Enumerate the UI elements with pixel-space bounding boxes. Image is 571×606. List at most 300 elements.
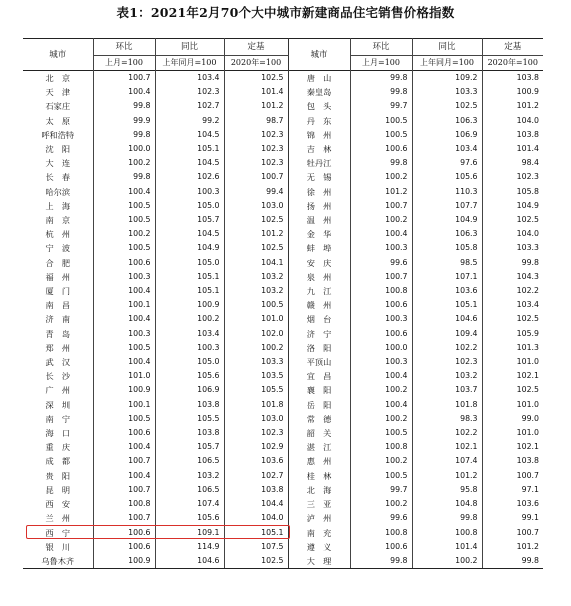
base-value: 104.4 [224,497,288,511]
mom-value: 100.6 [93,426,155,440]
city-name: 常 德 [288,412,350,426]
base-value: 105.5 [224,383,288,397]
mom-value: 100.5 [93,199,155,213]
mom-value: 100.2 [93,156,155,170]
base-value: 102.5 [224,213,288,227]
mom-value: 100.2 [350,412,412,426]
yoy-value: 106.5 [155,454,224,468]
base-subheader: 2020年=100 [487,58,538,67]
city-name: 宜 昌 [288,369,350,383]
yoy-subheader: 上年同月=100 [155,56,224,71]
base-value: 100.7 [224,170,288,184]
city-name: 沈 阳 [23,142,93,156]
yoy-value: 105.6 [412,170,482,184]
city-name: 蚌 埠 [288,241,350,255]
city-name: 秦皇岛 [288,85,350,99]
yoy-subheader: 上年同月=100 [412,56,482,71]
city-name: 呼和浩特 [23,128,93,142]
yoy-value: 107.4 [412,454,482,468]
city-name: 南 昌 [23,298,93,312]
mom-value: 101.2 [350,185,412,199]
yoy-value: 110.3 [412,185,482,199]
yoy-value: 100.2 [412,554,482,569]
mom-value: 100.6 [350,327,412,341]
base-value: 100.7 [516,470,539,480]
table-row [23,85,543,99]
city-name: 银 川 [23,540,93,554]
yoy-value: 105.0 [155,199,224,213]
mom-value: 100.6 [350,142,412,156]
yoy-value: 105.1 [412,298,482,312]
yoy-value: 105.7 [155,440,224,454]
base-value: 104.9 [516,200,539,210]
mom-value: 100.5 [93,241,155,255]
yoy-value: 105.5 [155,412,224,426]
base-value: 98.7 [224,114,288,128]
table-row [23,199,543,213]
mom-value: 100.3 [350,312,412,326]
city-name: 杭 州 [23,227,93,241]
base-value: 103.8 [224,483,288,497]
mom-value: 100.7 [93,483,155,497]
base-value: 102.5 [516,385,539,395]
table-row [23,71,543,86]
city-name: 成 都 [23,454,93,468]
base-value: 102.2 [516,286,539,296]
base-value: 103.8 [516,73,539,82]
mom-value: 100.1 [93,398,155,412]
table-row [23,497,543,511]
base-value: 107.5 [224,540,288,554]
mom-value: 100.2 [350,170,412,184]
city-name: 南 充 [288,526,350,540]
base-value: 102.5 [516,215,539,225]
base-value: 102.0 [224,327,288,341]
city-name: 烟 台 [288,312,350,326]
mom-value: 99.9 [93,114,155,128]
base-column-header: 定基 [224,39,288,56]
mom-value: 100.4 [350,398,412,412]
base-value: 103.6 [224,454,288,468]
table-row [23,454,543,468]
mom-value: 100.2 [350,213,412,227]
yoy-value: 107.1 [412,270,482,284]
yoy-column-header: 同比 [155,39,224,56]
base-value: 103.3 [224,355,288,369]
city-name: 合 肥 [23,256,93,270]
yoy-value: 99.8 [412,511,482,525]
base-value: 103.5 [224,369,288,383]
city-name: 大 理 [288,554,350,569]
base-value: 101.2 [224,99,288,113]
table-row [23,341,543,355]
table-row [23,156,543,170]
city-name: 重 庆 [23,440,93,454]
mom-value: 100.7 [93,71,155,86]
base-value: 102.3 [224,156,288,170]
mom-value: 100.7 [93,454,155,468]
city-name: 兰 州 [23,511,93,525]
yoy-value: 105.1 [155,284,224,298]
yoy-value: 106.3 [412,114,482,128]
city-name: 岳 阳 [288,398,350,412]
yoy-value: 98.5 [412,256,482,270]
city-name: 西 宁 [23,526,93,540]
yoy-value: 103.3 [412,85,482,99]
highlight-box [26,525,290,539]
yoy-value: 99.2 [155,114,224,128]
mom-value: 99.8 [93,170,155,184]
base-value: 101.3 [516,342,539,352]
table-row [23,511,543,525]
mom-value: 100.8 [350,526,412,540]
base-value: 103.2 [224,284,288,298]
base-value: 99.8 [521,257,539,267]
mom-value: 100.4 [93,185,155,199]
table-row [23,128,543,142]
base-value: 99.0 [521,413,539,423]
base-value: 101.2 [516,541,539,551]
mom-value: 99.8 [93,128,155,142]
mom-value: 100.4 [350,369,412,383]
base-value: 103.8 [516,129,539,139]
base-value: 102.1 [516,371,539,381]
yoy-value: 105.6 [155,369,224,383]
yoy-column-header: 同比 [412,39,482,56]
mom-value: 100.4 [93,85,155,99]
mom-value: 99.8 [350,554,412,569]
base-value: 104.0 [516,229,539,239]
city-name: 安 庆 [288,256,350,270]
base-value: 101.0 [516,428,539,438]
city-name: 湛 江 [288,440,350,454]
yoy-value: 102.5 [412,99,482,113]
base-value: 101.8 [224,398,288,412]
yoy-value: 95.8 [412,483,482,497]
yoy-value: 105.8 [412,241,482,255]
yoy-value: 109.2 [412,71,482,86]
city-name: 唐 山 [288,71,350,86]
city-name: 宁 波 [23,241,93,255]
base-value: 101.0 [516,357,539,367]
base-value: 97.1 [521,484,539,494]
yoy-value: 104.8 [412,497,482,511]
mom-value: 100.6 [350,540,412,554]
city-name: 包 头 [288,99,350,113]
city-name: 乌鲁木齐 [23,554,93,569]
mom-value: 99.7 [350,99,412,113]
city-name: 襄 阳 [288,383,350,397]
city-name: 温 州 [288,213,350,227]
base-value: 100.7 [516,527,539,537]
city-name: 北 京 [23,71,93,86]
city-name: 武 汉 [23,355,93,369]
base-value: 103.6 [516,499,539,509]
yoy-value: 107.7 [412,199,482,213]
table-row [23,327,543,341]
city-name: 九 江 [288,284,350,298]
yoy-value: 103.8 [155,398,224,412]
base-value: 101.0 [516,399,539,409]
mom-value: 100.3 [350,355,412,369]
base-value: 105.8 [516,186,539,196]
yoy-value: 106.9 [155,383,224,397]
base-value: 102.3 [224,142,288,156]
yoy-value: 102.3 [412,355,482,369]
mom-value: 100.5 [350,114,412,128]
base-value: 99.4 [224,185,288,199]
base-value: 100.5 [224,298,288,312]
table-row [23,312,543,326]
base-value: 102.5 [224,71,288,86]
city-name: 洛 阳 [288,341,350,355]
base-value: 101.4 [516,144,539,154]
table-row [23,426,543,440]
base-value: 100.9 [516,87,539,97]
city-name: 大 连 [23,156,93,170]
base-value: 102.1 [516,442,539,452]
yoy-value: 102.6 [155,170,224,184]
table-row [23,99,543,113]
yoy-value: 103.2 [412,369,482,383]
table-row [23,383,543,397]
base-value: 105.9 [516,328,539,338]
yoy-value: 103.4 [155,71,224,86]
base-value: 102.3 [516,172,539,182]
base-value: 103.3 [516,243,539,253]
mom-value: 100.0 [350,341,412,355]
table-row [23,369,543,383]
mom-value: 100.5 [93,412,155,426]
mom-value: 100.9 [93,383,155,397]
base-value: 105.1 [224,526,288,540]
mom-subheader: 上月=100 [350,56,412,71]
yoy-value: 104.5 [155,156,224,170]
yoy-value: 105.1 [155,142,224,156]
base-value: 103.0 [224,199,288,213]
table-row [23,185,543,199]
city-name: 上 海 [23,199,93,213]
base-value: 103.0 [224,412,288,426]
table-row [23,241,543,255]
base-value: 102.3 [224,128,288,142]
mom-value: 100.4 [93,440,155,454]
mom-value: 100.4 [350,227,412,241]
mom-value: 100.8 [93,497,155,511]
table-header [23,39,543,71]
yoy-value: 97.6 [412,156,482,170]
mom-value: 100.5 [93,213,155,227]
city-name: 韶 关 [288,426,350,440]
yoy-value: 98.3 [412,412,482,426]
city-name: 泉 州 [288,270,350,284]
yoy-value: 102.2 [412,426,482,440]
city-name: 哈尔滨 [23,185,93,199]
yoy-value: 103.6 [412,284,482,298]
mom-value: 100.2 [93,227,155,241]
city-name: 吉 林 [288,142,350,156]
base-value: 100.2 [224,341,288,355]
city-name: 天 津 [23,85,93,99]
price-index-table [23,38,543,569]
yoy-value: 102.1 [412,440,482,454]
base-subheader: 2020年=100 [224,56,288,71]
table-row [23,440,543,454]
mom-value: 100.6 [93,540,155,554]
yoy-value: 104.9 [155,241,224,255]
yoy-value: 103.4 [155,327,224,341]
base-value: 104.0 [224,511,288,525]
base-value: 102.5 [516,314,539,324]
city-name: 南 京 [23,213,93,227]
base-value: 102.9 [224,440,288,454]
yoy-value: 105.0 [155,256,224,270]
mom-value: 100.7 [350,199,412,213]
city-name: 济 宁 [288,327,350,341]
mom-value: 100.4 [93,284,155,298]
table-row [23,270,543,284]
city-name: 南 宁 [23,412,93,426]
mom-value: 100.5 [350,128,412,142]
mom-value: 99.8 [93,99,155,113]
yoy-value: 100.9 [155,298,224,312]
city-name: 桂 林 [288,469,350,483]
city-name: 锦 州 [288,128,350,142]
table-row [23,355,543,369]
table-row [23,256,543,270]
base-value: 104.3 [516,271,539,281]
base-value: 101.0 [224,312,288,326]
city-name: 惠 州 [288,454,350,468]
mom-value: 100.3 [350,241,412,255]
city-name: 西 安 [23,497,93,511]
mom-value: 100.7 [350,270,412,284]
base-value: 102.5 [224,241,288,255]
mom-value: 100.4 [93,355,155,369]
mom-value: 100.3 [93,327,155,341]
yoy-value: 107.4 [155,497,224,511]
city-name: 遵 义 [288,540,350,554]
base-value: 102.3 [224,426,288,440]
yoy-value: 105.6 [155,511,224,525]
mom-value: 99.7 [350,483,412,497]
table-row [23,284,543,298]
yoy-value: 103.2 [155,469,224,483]
base-value: 102.7 [224,469,288,483]
base-value: 101.2 [224,227,288,241]
table-row [23,114,543,128]
yoy-value: 101.2 [412,469,482,483]
yoy-value: 102.7 [155,99,224,113]
mom-value: 100.6 [93,526,155,540]
mom-value: 100.5 [350,426,412,440]
city-column-header: 城市 [23,39,93,71]
city-name: 丹 东 [288,114,350,128]
mom-column-header: 环比 [350,39,412,56]
city-column-header: 城市 [288,39,350,71]
city-name: 徐 州 [288,185,350,199]
city-name: 福 州 [23,270,93,284]
yoy-value: 103.4 [412,142,482,156]
yoy-value: 101.8 [412,398,482,412]
mom-value: 100.2 [350,454,412,468]
mom-value: 100.5 [93,341,155,355]
table-row [23,298,543,312]
base-column-header: 定基 [482,39,543,56]
city-name: 长 春 [23,170,93,184]
yoy-value: 104.6 [155,554,224,569]
city-name: 金 华 [288,227,350,241]
yoy-value: 100.2 [155,312,224,326]
city-name: 济 南 [23,312,93,326]
yoy-value: 102.2 [412,341,482,355]
city-name: 海 口 [23,426,93,440]
base-value: 98.4 [521,158,539,168]
base-value: 99.1 [521,513,539,523]
mom-column-header: 环比 [93,39,155,56]
yoy-value: 104.5 [155,128,224,142]
yoy-value: 105.0 [155,355,224,369]
mom-value: 100.6 [93,256,155,270]
table-row [23,213,543,227]
base-value: 104.0 [516,115,539,125]
mom-value: 100.2 [350,383,412,397]
mom-value: 100.3 [93,270,155,284]
city-name: 石家庄 [23,99,93,113]
yoy-value: 103.8 [155,426,224,440]
city-name: 广 州 [23,383,93,397]
city-name: 北 海 [288,483,350,497]
yoy-value: 109.1 [155,526,224,540]
yoy-value: 106.3 [412,227,482,241]
table-row [23,142,543,156]
yoy-value: 109.4 [412,327,482,341]
table-row [23,227,543,241]
table-row [23,554,543,569]
city-name: 青 岛 [23,327,93,341]
city-name: 昆 明 [23,483,93,497]
yoy-value: 106.9 [412,128,482,142]
yoy-value: 100.3 [155,185,224,199]
base-value: 101.4 [224,85,288,99]
mom-value: 99.8 [350,85,412,99]
table-row [23,398,543,412]
yoy-value: 100.8 [412,526,482,540]
yoy-value: 104.6 [412,312,482,326]
yoy-value: 105.1 [155,270,224,284]
mom-value: 100.4 [93,469,155,483]
mom-value: 100.4 [93,312,155,326]
city-name: 三 亚 [288,497,350,511]
mom-value: 99.6 [350,511,412,525]
city-name: 厦 门 [23,284,93,298]
mom-value: 100.5 [350,469,412,483]
mom-value: 100.2 [350,497,412,511]
mom-value: 100.0 [93,142,155,156]
yoy-value: 103.7 [412,383,482,397]
base-value: 104.1 [224,256,288,270]
mom-value: 100.1 [93,298,155,312]
base-value: 99.8 [482,554,543,569]
table-row [23,540,543,554]
city-name: 泸 州 [288,511,350,525]
city-name: 深 圳 [23,398,93,412]
mom-value: 100.9 [93,554,155,569]
table-title: 表1：2021年2月70个大中城市新建商品住宅销售价格指数 [116,5,455,20]
mom-value: 100.6 [350,298,412,312]
base-value: 101.2 [516,101,539,111]
table-row [23,469,543,483]
